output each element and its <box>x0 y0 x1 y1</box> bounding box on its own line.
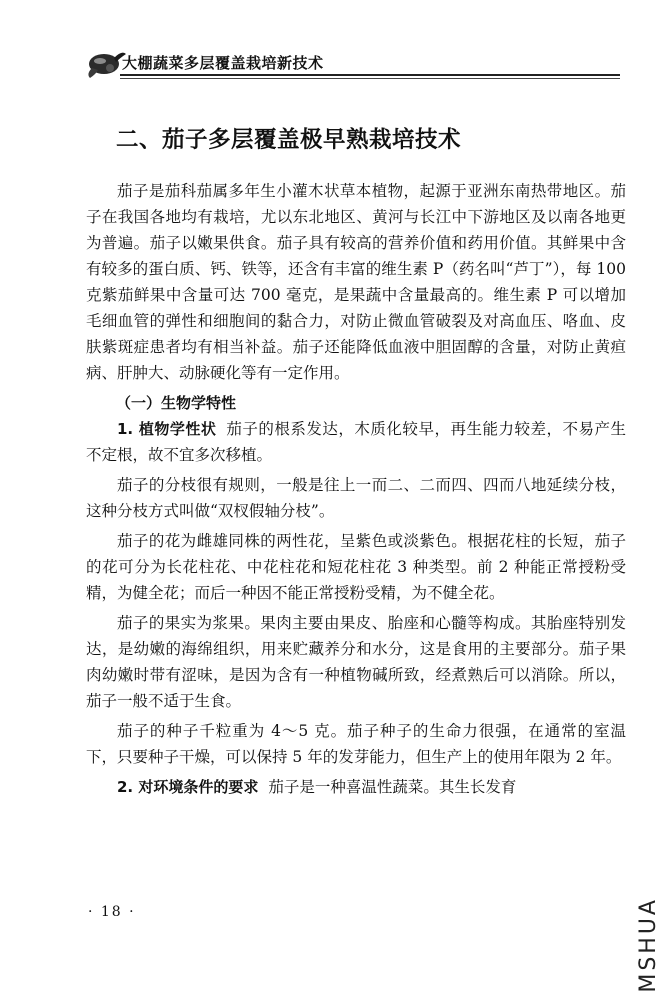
running-header-title: 大棚蔬菜多层覆盖栽培新技术 <box>122 54 324 72</box>
paragraph-text: 茄子是一种喜温性蔬菜。其生长发育 <box>268 778 517 796</box>
run-in-heading-botanical: 1. 植物学性状 <box>117 420 217 438</box>
body-text <box>86 178 626 800</box>
running-header <box>84 44 624 84</box>
header-rule <box>120 74 620 76</box>
paragraph-text: 茄子的根系发达，木质化较早，再生能力较差，不易产生不定根，故不宜多次移植。 <box>86 420 626 464</box>
paragraph-seeds: 茄子的种子千粒重为 4～5 克。茄子种子的生命力很强，在通常的室温下，只要种子干燥，可以保持 5 年的发芽能力，但生产上的使用年限为 2 年。 <box>86 722 626 766</box>
paragraph-botanical-traits <box>86 416 626 468</box>
subheading-biological-traits: （一）生物学特性 <box>116 394 237 412</box>
header-rule-thin <box>120 78 620 79</box>
watermark: MSHUA <box>636 897 661 993</box>
paragraph-flowers: 茄子的花为雌雄同株的两性花，呈紫色或淡紫色。根据花柱的长短，茄子的花可分为长花柱花、中花柱花和短花柱花 3 种类型。前 2 种能正常授粉受精，为健全花；而后一种因不能正常授粉受精，为不健全花。 <box>86 532 626 602</box>
paragraph-environment <box>86 774 626 800</box>
paragraph-intro: 茄子是茄科茄属多年生小灌木状草本植物，起源于亚洲东南热带地区。茄子在我国各地均有栽培，尤以东北地区、黄河与长江中下游地区及以南各地更为普遍。茄子以嫩果供食。茄子具有较高的营养价值和药用价值。其鲜果中含有较多的蛋白质、钙、铁等，还含有丰富的维生素 P（药名叫“芦丁”），每 100 克紫茄鲜果中含量可达 700 毫克，是果蔬中含量最高的。维生素 P 可以增加毛细血管的弹性和细胞间的黏合力，对防止微血管破裂及对高血压、咯血、皮肤紫斑症患者均有相当补益。茄子还能降低血液中胆固醇的含量，对防止黄疸病、肝肿大、动脉硬化等有一定作用。 <box>86 182 626 382</box>
run-in-heading-environment: 2. 对环境条件的要求 <box>117 778 259 796</box>
page-number: · 18 · <box>88 904 136 920</box>
paragraph-fruit: 茄子的果实为浆果。果肉主要由果皮、胎座和心髓等构成。其胎座特别发达，是幼嫩的海绵组织，用来贮藏养分和水分，这是食用的主要部分。茄子果肉幼嫩时带有涩味，是因为含有一种植物碱所致，经煮熟后可以消除。所以，茄子一般不适于生食。 <box>86 614 626 710</box>
paragraph-branching: 茄子的分枝很有规则，一般是往上一而二、二而四、四而八地延续分枝，这种分枝方式叫做“双杈假轴分枝”。 <box>86 476 626 520</box>
section-title: 二、茄子多层覆盖极早熟栽培技术 <box>116 127 462 153</box>
